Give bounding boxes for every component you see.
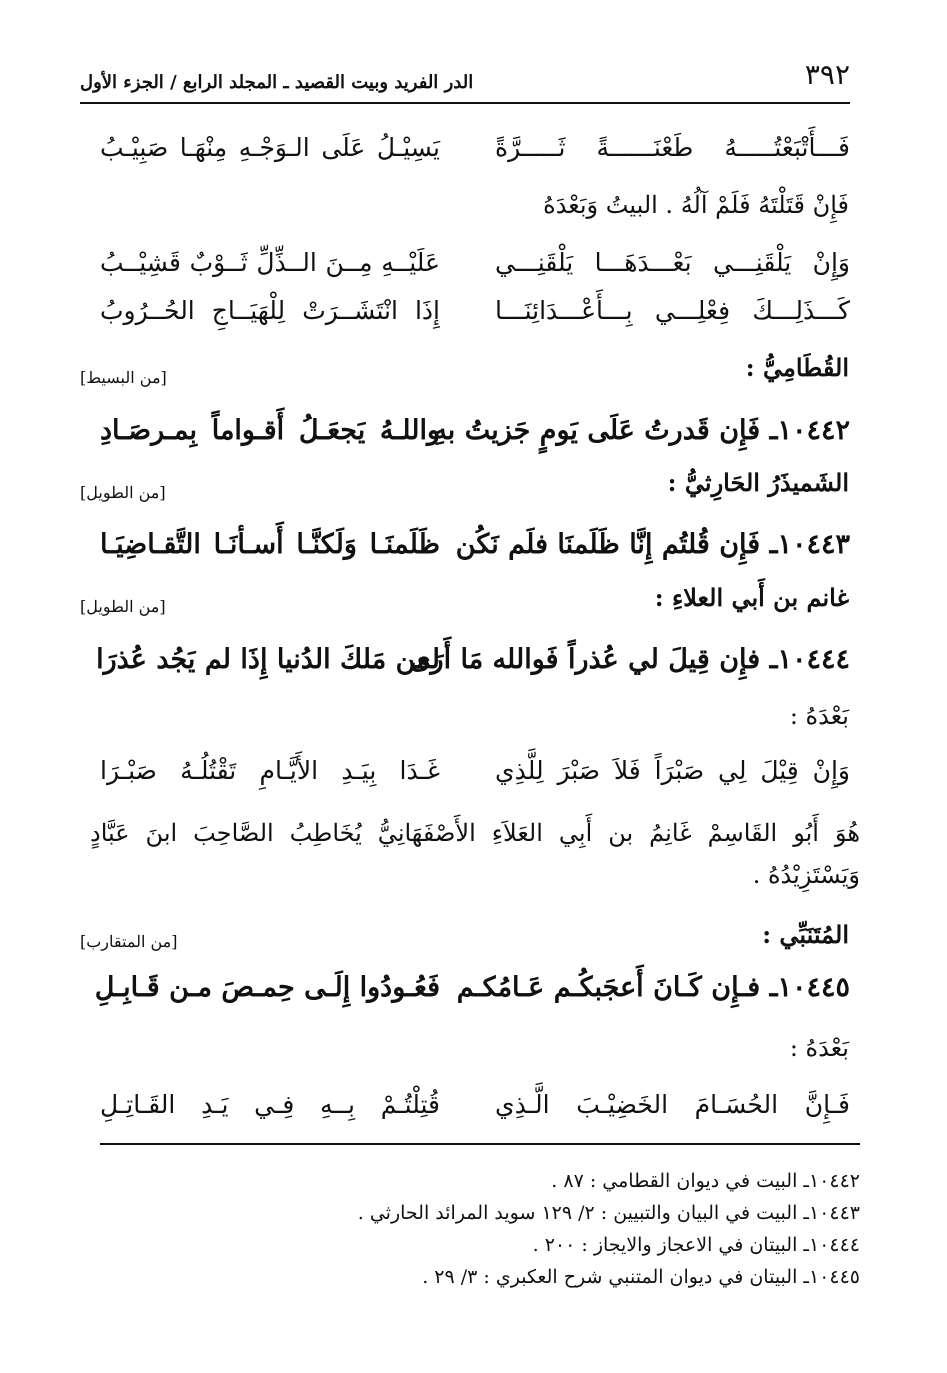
hemistich-first: كَـــذَلِـــكَ فِعْلِـــي بِـــأَعْـــدَائِنَـــا (495, 296, 850, 325)
hemistich-first: وَإِنْ يَلْقَنِـــي بَعْـــدَهَـــا يَلْقَنِـــي (495, 248, 850, 277)
hemistich-second: عَلَيْــهِ مِــنَ الــذِّلِّ ثَــوْبٌ قَشِيْــبُ (100, 248, 440, 277)
after-label: بَعْدَهُ : (789, 702, 849, 730)
hemistich-first: فَـــأَتْبَعْتُـــــهُ طَعْنَــــــةً ثَـــــرَّةً (495, 133, 850, 162)
footnote: ١٠٤٤٣ـ البيت في البيان والتبيين : ٢/ ١٢٩ سويد المرائد الحارثي . (357, 1202, 860, 1224)
footnote-rule (100, 1143, 860, 1145)
running-title: الدر الفريد وبيت القصيد ـ المجلد الرابع / الجزء الأول (80, 72, 474, 93)
meter-label: [من البسيط] (80, 368, 167, 387)
hemistich-second: غَـدَا بِيَـدِ الأَيَّـامِ تَقْتُلُـهُ صَبْـرَا (100, 756, 440, 785)
footnote: ١٠٤٤٥ـ البيتان في ديوان المتنبي شرح العكبري : ٣/ ٢٩ . (422, 1266, 860, 1288)
hemistich-second: فَعُـودُوا إِلَـى حِمـصَ مـن قَـابِـلِ (94, 972, 440, 1003)
header-rule (80, 102, 850, 104)
verse (100, 288, 850, 334)
poet-name: القُطَامِيُّ : (745, 353, 849, 382)
hemistich-second: لمن مَلكَ الدُنيا إِذَا لم يَجُد عُذرَا (96, 644, 440, 675)
hemistich-first: ١٠٤٤٢ـ فَإِن قَدرتُ عَلَى يَومٍ جَزيتُ بهِ (433, 415, 850, 446)
prose-line: هُوَ أَبُو القَاسِمْ غَانِمُ بن أَبِي العَلاَءِ الأَصْفَهَانِيُّ يُخَاطِبُ الصَّاحِبَ ابنَ عَبَّادٍ (90, 819, 860, 847)
verse (100, 748, 850, 794)
footnote: ١٠٤٤٢ـ البيت في ديوان القطامي : ٨٧ . (551, 1170, 860, 1192)
after-label: بَعْدَهُ : (789, 1034, 849, 1062)
poet-name: غانم بن أَبي العلاءِ : (654, 583, 849, 612)
hemistich-first: ١٠٤٤٣ـ فَإِن قُلتُم إِنَّا ظَلَمنَا فلَم نَكُن (455, 529, 850, 560)
text-line: فَإِنْ قَتَلْتَهُ فَلَمْ آلُهُ . البيتُ وَبَعْدَهُ (543, 191, 849, 219)
poet-name: الشَميذَرُ الحَارِثيُّ : (667, 468, 849, 497)
hemistich-second: ظَلَمنَـا وَلَكنَّـا أَسـأنَـا التَّقـاضِيَـا (100, 529, 440, 560)
hemistich-second: يَسِيْـلُ عَلَى الـوَجْـهِ مِنْهَـا صَبِيْـبُ (100, 133, 440, 162)
verse (100, 408, 850, 454)
hemistich-second: قُتِلْتُـمْ بِــهِ فِـي يَـدِ القَـاتِـلِ (100, 1090, 440, 1119)
page-header (80, 50, 850, 102)
footnote: ١٠٤٤٤ـ البيتان في الاعجاز والايجاز : ٢٠٠ . (532, 1234, 860, 1256)
hemistich-first: ١٠٤٤٤ـ فإِن قِيلَ لي عُذراً فَوالله مَا أَرَى (409, 644, 850, 675)
meter-label: [من الطويل] (80, 483, 166, 502)
poet-name: المُتَنَبِّي : (762, 920, 849, 949)
meter-label: [من الطويل] (80, 597, 166, 616)
verse (100, 125, 850, 171)
hemistich-first: ١٠٤٤٥ـ فـإِن كَـانَ أَعجَبكُـم عَـامُكـم (456, 972, 850, 1003)
hemistich-first: فَـإِنَّ الحُسَـامَ الخَضِيْـبَ الَّـذِي (495, 1090, 850, 1119)
verse (100, 522, 850, 568)
hemistich-second: إِذَا انْتَشَــرَتْ لِلْهَيَــاجِ الحُــرُوبُ (100, 296, 440, 325)
verse (100, 1082, 850, 1128)
page-number: ٣٩٢ (804, 58, 850, 91)
prose-line: وَيَسْتَزِيْدُهُ . (752, 861, 860, 889)
hemistich-first: وَإِنْ قِيْلَ لِي صَبْرَاً فَلاَ صَبْرَ لِلَّذِي (495, 756, 850, 785)
verse (94, 965, 850, 1011)
verse (100, 240, 850, 286)
meter-label: [من المتقارب] (80, 932, 178, 951)
hemistich-second: واللـهُ يَجعَـلُ أَقـواماً بِمـرصَـادِ (100, 415, 440, 446)
prose-paragraph (90, 812, 860, 896)
verse (96, 637, 850, 683)
